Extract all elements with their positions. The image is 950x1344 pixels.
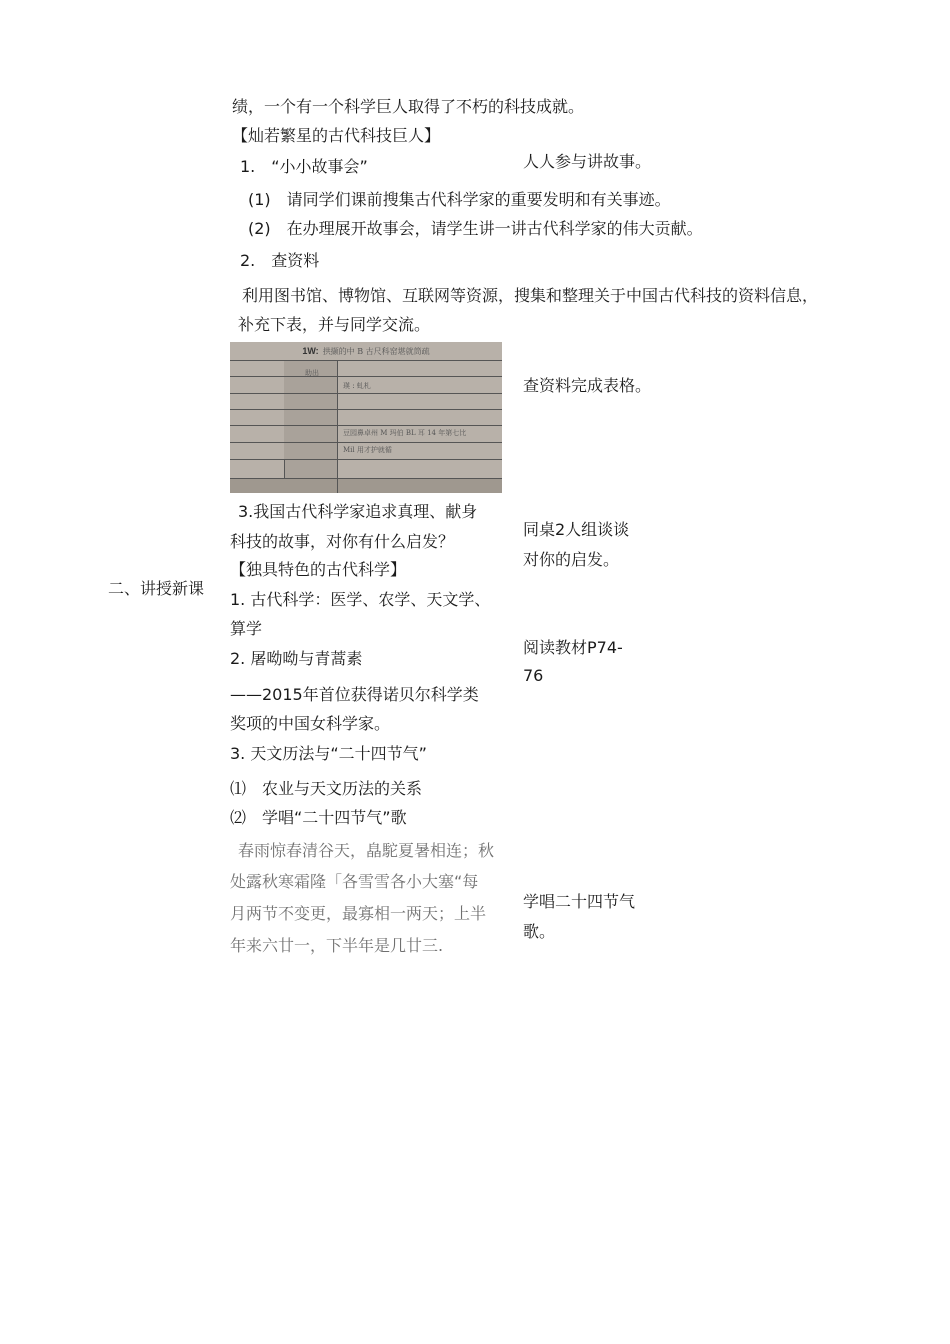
intro-tail: 绩，一个有一个科学巨人取得了不朽的科技成就。 — [232, 97, 585, 116]
item-3-l1: 3.我国古代科学家追求真理、献身 — [238, 502, 478, 521]
item-2-research: 2. 查资料 — [240, 251, 320, 270]
item-1-sub-1: (1) 请同学们课前搜集古代科学家的重要发明和有关事迹。 — [248, 190, 671, 209]
table-row-1: 瑛 : 虬札 — [343, 382, 371, 390]
activity-read-l1: 阅读教材P74- — [523, 638, 623, 657]
table-row-2: 豆园鼻卓州 M 玛伯 BL 耳 14 年第七比 — [343, 429, 467, 437]
unique-3: 3. 天文历法与“二十四节气” — [230, 744, 427, 763]
unique-1-l2: 算学 — [230, 619, 263, 638]
activity-discuss-l2: 对你的启发。 — [523, 550, 620, 569]
table-row-3: Mil 用才护就循 — [343, 446, 392, 454]
item-2-desc-1: 利用图书馆、博物馆、互联网等资源，搜集和整理关于中国古代科技的资料信息， — [242, 286, 819, 305]
song-line-1: 春雨惊春清谷天，皛駝夏暑相连；秋 — [238, 841, 495, 860]
activity-sing-l1: 学唱二十四节气 — [523, 892, 636, 911]
unique-2-desc-1: ——2015年首位获得诺贝尔科学类 — [230, 685, 479, 704]
activity-story: 人人参与讲故事。 — [523, 152, 652, 171]
section-heading-stars: 【灿若繁星的古代科技巨人】 — [232, 126, 441, 145]
song-line-3: 月两节不变更，最寡相一两天；上半 — [230, 904, 487, 923]
unique-1-l1: 1. 古代科学：医学、农学、天文学、 — [230, 590, 491, 609]
item-3-l2: 科技的故事，对你有什么启发？ — [230, 532, 455, 551]
activity-read-l2: 76 — [523, 666, 544, 685]
unique-2: 2. 屠呦呦与青蒿素 — [230, 649, 363, 668]
activity-sing-l2: 歌。 — [523, 922, 556, 941]
item-2-desc-2: 补充下表，并与同学交流。 — [238, 315, 431, 334]
song-line-2: 处露秋寒霜隆「各雪雪各小大塞“每 — [230, 872, 479, 891]
unique-3-sub-1: ⑴ 农业与天文历法的关系 — [230, 779, 423, 798]
item-1-story-meeting: 1. “小小故事会” — [240, 157, 368, 176]
table-header-mid: 助出 — [305, 369, 319, 377]
activity-discuss-l1: 同桌2人组谈谈 — [523, 520, 630, 539]
section-heading-unique: 【独具特色的古代科学】 — [230, 560, 407, 579]
activity-table: 查资料完成表格。 — [523, 376, 652, 395]
table-caption: 1W: 拱撷的中 B 古尺科窑堪就筒疏 — [302, 346, 430, 356]
unique-3-sub-2: ⑵ 学唱“二十四节气”歌 — [230, 808, 407, 827]
song-line-4: 年来六廿一，下半年是几廿三. — [230, 936, 444, 955]
item-1-sub-2: (2) 在办理展开故事会，请学生讲一讲古代科学家的伟大贡献。 — [248, 219, 703, 238]
stage-label: 二、讲授新课 — [108, 579, 205, 598]
scanned-table-image — [230, 342, 502, 493]
unique-2-desc-2: 奖项的中国女科学家。 — [230, 714, 391, 733]
